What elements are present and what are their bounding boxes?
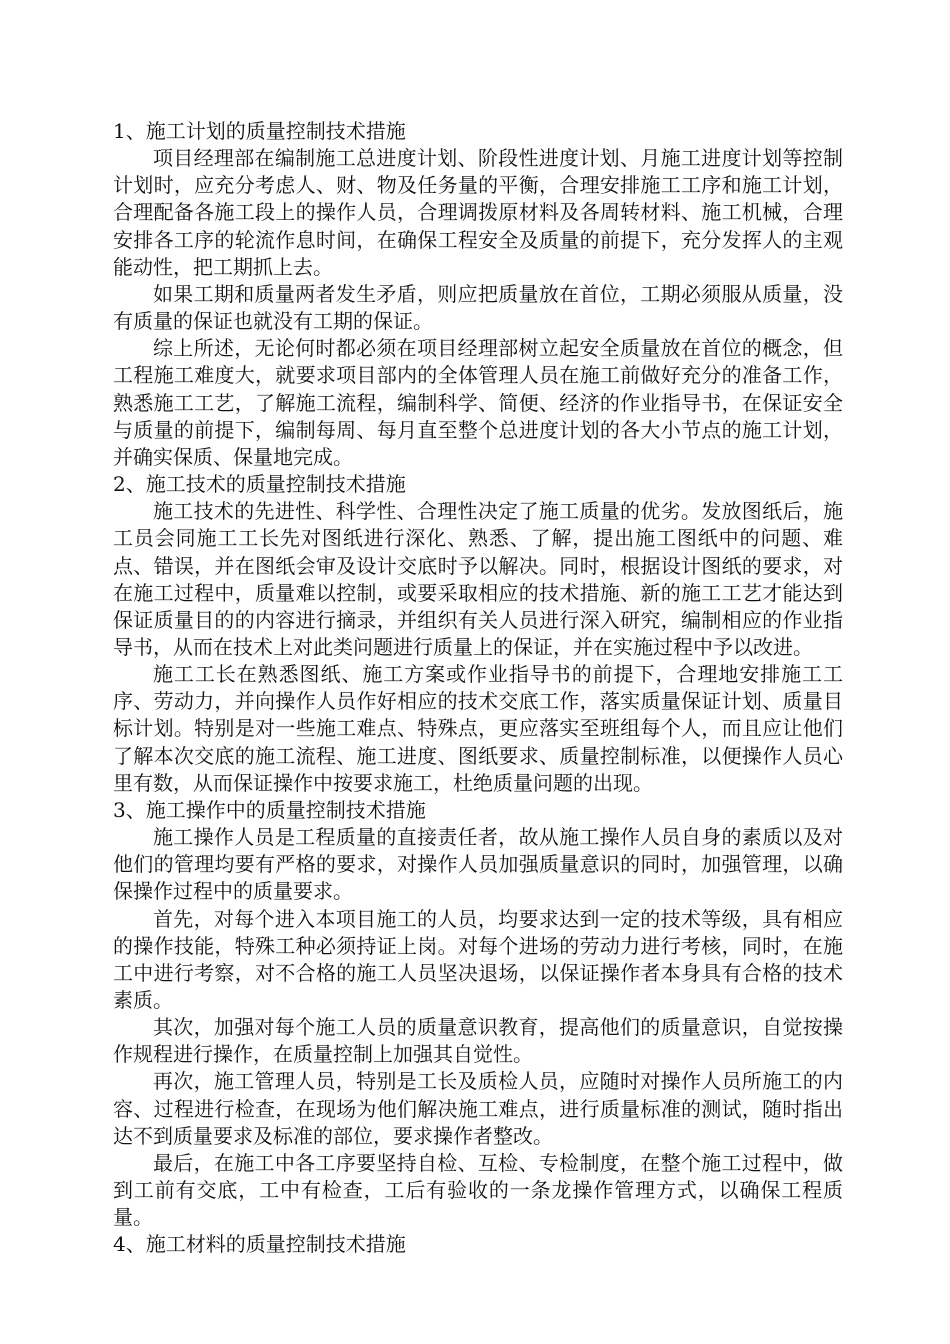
paragraph: 首先，对每个进入本项目施工的人员，均要求达到一定的技术等级，具有相应的操作技能，特殊工种必须持证上岗。对每个进场的劳动力进行考核，同时，在施工中进行考察，对不合格的施工人员坚决退场，以保证操作者本身具有合格的技术素质。 bbox=[113, 906, 843, 1012]
paragraph: 其次，加强对每个施工人员的质量意识教育，提高他们的质量意识，自觉按操作规程进行操作，在质量控制上加强其自觉性。 bbox=[113, 1015, 843, 1067]
section-2 bbox=[113, 471, 843, 797]
section-heading: 2、施工技术的质量控制技术措施 bbox=[113, 472, 406, 497]
paragraph: 施工工长在熟悉图纸、施工方案或作业指导书的前提下，合理地安排施工工序、劳动力，并向操作人员作好相应的技术交底工作，落实质量保证计划、质量目标计划。特别是对一些施工难点、特殊点，更应落实至班组每个人，而且应让他们了解本次交底的施工流程、施工进度、图纸要求、质量控制标准，以便操作人员心里有数，从而保证操作中按要求施工，杜绝质量问题的出现。 bbox=[113, 662, 843, 795]
document-page bbox=[113, 118, 843, 1259]
paragraph: 施工技术的先进性、科学性、合理性决定了施工质量的优劣。发放图纸后，施工员会同施工工长先对图纸进行深化、熟悉、了解，提出施工图纸中的问题、难点、错误，并在图纸会审及设计交底时予以解决。同时，根据设计图纸的要求，对在施工过程中，质量难以控制，或要采取相应的技术措施、新的施工工艺才能达到保证质量目的的内容进行摘录，并组织有关人员进行深入研究，编制相应的作业指导书，从而在技术上对此类问题进行质量上的保证，并在实施过程中予以改进。 bbox=[113, 499, 843, 659]
section-4 bbox=[113, 1231, 843, 1258]
paragraph: 如果工期和质量两者发生矛盾，则应把质量放在首位，工期必须服从质量，没有质量的保证也就没有工期的保证。 bbox=[113, 281, 843, 334]
section-3 bbox=[113, 797, 843, 1232]
paragraph: 再次，施工管理人员，特别是工长及质检人员，应随时对操作人员所施工的内容、过程进行检查，在现场为他们解决施工难点，进行质量标准的测试，随时指出达不到质量要求及标准的部位，要求操作者整改。 bbox=[113, 1069, 843, 1148]
section-heading: 4、施工材料的质量控制技术措施 bbox=[113, 1232, 406, 1257]
paragraph: 综上所述，无论何时都必须在项目经理部树立起安全质量放在首位的概念，但工程施工难度大，就要求项目部内的全体管理人员在施工前做好充分的准备工作，熟悉施工工艺，了解施工流程，编制科学、简便、经济的作业指导书，在保证安全与质量的前提下，编制每周、每月直至整个总进度计划的各大小节点的施工计划，并确实保质、保量地完成。 bbox=[113, 336, 843, 469]
section-heading: 3、施工操作中的质量控制技术措施 bbox=[113, 797, 426, 822]
paragraph: 最后，在施工中各工序要坚持自检、互检、专检制度，在整个施工过程中，做到工前有交底，工中有检查，工后有验收的一条龙操作管理方式，以确保工程质量。 bbox=[113, 1150, 843, 1230]
paragraph: 项目经理部在编制施工总进度计划、阶段性进度计划、月施工进度计划等控制计划时，应充分考虑人、财、物及任务量的平衡，合理安排施工工序和施工计划，合理配备各施工段上的操作人员，合理调拨原材料及各周转材料、施工机械，合理安排各工序的轮流作息时间，在确保工程安全及质量的前提下，充分发挥人的主观能动性，把工期抓上去。 bbox=[113, 146, 843, 279]
section-heading: 1、施工计划的质量控制技术措施 bbox=[113, 119, 406, 143]
section-1 bbox=[113, 118, 843, 471]
paragraph: 施工操作人员是工程质量的直接责任者，故从施工操作人员自身的素质以及对他们的管理均要有严格的要求，对操作人员加强质量意识的同时，加强管理，以确保操作过程中的质量要求。 bbox=[113, 825, 843, 904]
